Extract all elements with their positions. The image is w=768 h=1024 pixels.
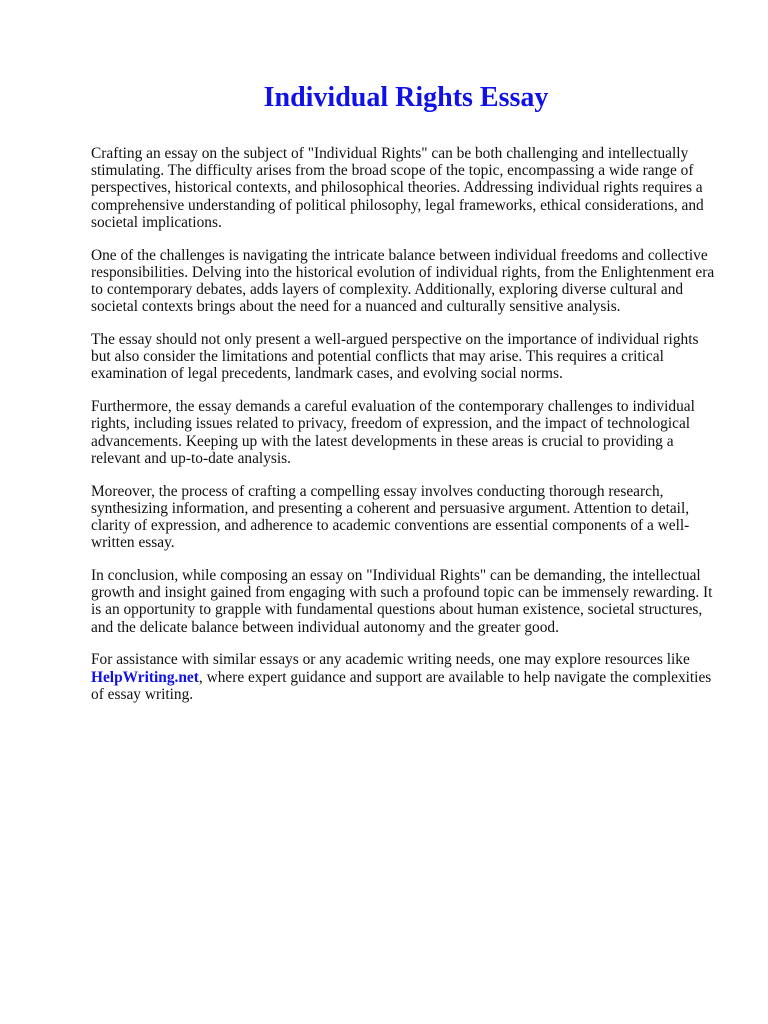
closing-paragraph [91,651,721,703]
paragraph-3: The essay should not only present a well-argued perspective on the importance of individual rights but also consider the limitations and potential conflicts that may arise. This requires a critical examination of legal precedents, landmark cases, and evolving social norms. [91,331,699,383]
closing-text-after: , where expert guidance and support are available to help navigate the complexities of essay writing. [91,668,712,703]
page-title: Individual Rights Essay [263,82,549,113]
essay-body [91,145,721,719]
closing-text-before: For assistance with similar essays or any academic writing needs, one may explore resources like [91,651,690,669]
helpwriting-link[interactable]: HelpWriting.net [91,668,199,686]
paragraph-5: Moreover, the process of crafting a compelling essay involves conducting thorough research, synthesizing information, and presenting a coherent and persuasive argument. Attention to detail, clarity of expression, and adherence to academic conventions are essential components of a well-written essay. [91,482,690,552]
paragraph-2: One of the challenges is navigating the intricate balance between individual freedoms and collective responsibilities. Delving into the historical evolution of individual rights, from the Enlightenment era to contemporary debates, adds layers of complexity. Additionally, exploring diverse cultural and societal contexts brings about the need for a nuanced and culturally sensitive analysis. [91,246,715,316]
paragraph-4: Furthermore, the essay demands a careful evaluation of the contemporary challenges to individual rights, including issues related to privacy, freedom of expression, and the impact of technological advancements. Keeping up with the latest developments in these areas is crucial to providing a relevant and up-to-date analysis. [91,398,695,467]
paragraph-6: In conclusion, while composing an essay on "Individual Rights" can be demanding, the intellectual growth and insight gained from engaging with such a profound topic can be immensely rewarding. It is an opportunity to grapple with fundamental questions about human existence, societal structures, and the delicate balance between individual autonomy and the greater good. [91,567,713,636]
paragraph-1: Crafting an essay on the subject of "Individual Rights" can be both challenging and intellectually stimulating. The difficulty arises from the broad scope of the topic, encompassing a wide range of perspectives, historical contexts, and philosophical theories. Addressing individual rights requires a comprehensive understanding of political philosophy, legal frameworks, ethical considerations, and societal implications. [91,145,704,231]
